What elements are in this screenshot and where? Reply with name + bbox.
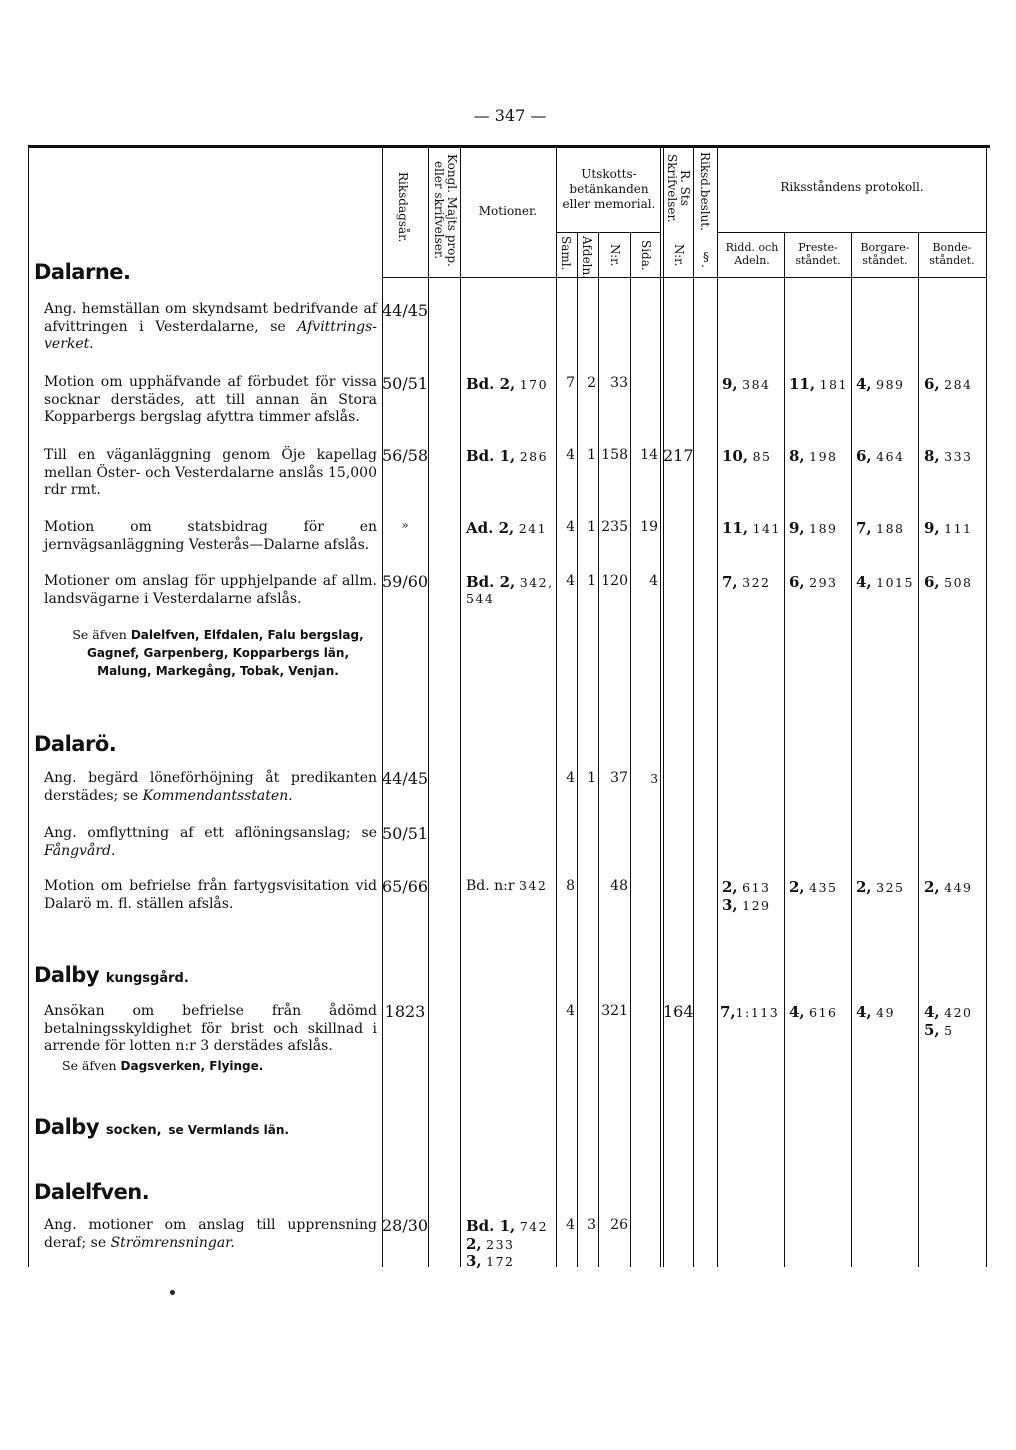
ridd-ref — [722, 447, 771, 465]
nr-value: 37 — [610, 770, 628, 786]
entry-reference: Kommendantsstaten. — [142, 787, 293, 804]
col-line — [660, 147, 661, 1267]
entry-description: Motion om upphäfvande af förbudet för vissa socknar derstädes, att till annan än Stora Kopparbergs bergslag afyttra timmer afslås. — [44, 374, 377, 425]
entry-text: Ang. omflyttning af ett aflöningsanslag; se — [44, 825, 377, 841]
afdeln-value: 1 — [587, 519, 596, 535]
bonde-page: 284 — [944, 377, 973, 392]
motion-vol: Bd. 2, — [466, 375, 516, 393]
section-title-text: Dalby — [34, 963, 100, 987]
preste-page: 181 — [819, 377, 848, 392]
borgare-ref — [856, 573, 914, 591]
preste-page: 616 — [809, 1005, 838, 1020]
sida-value: 14 — [640, 447, 658, 463]
borgare-ref — [856, 519, 904, 537]
col-line — [986, 147, 987, 1267]
nr-value: 26 — [610, 1217, 628, 1233]
col-line — [918, 232, 919, 1267]
header-motioner: Motioner. — [478, 204, 538, 218]
subheader-rule — [717, 232, 986, 233]
preste-vol: 11, — [789, 375, 816, 393]
ridd-vol: 10, — [722, 447, 749, 465]
borgare-page: 49 — [876, 1005, 896, 1020]
motion-page: 742 — [519, 1219, 549, 1234]
borgare-page: 464 — [876, 449, 905, 464]
entry-description: Motion om statsbidrag för en jernvägsanläggning Vesterås—Dalarne afslås. — [44, 519, 377, 553]
header-nr2: N:r. — [672, 244, 686, 267]
preste-ref — [789, 1003, 837, 1021]
motion-vol: Bd. 1, — [466, 447, 516, 465]
subheader-rule — [556, 232, 660, 233]
section-title — [34, 963, 189, 987]
motion-vol: Ad. 2, — [466, 519, 515, 537]
header-borgare: Borgare-ståndet. — [860, 241, 910, 267]
header-rsts — [665, 152, 691, 224]
nr-value: 235 — [601, 519, 628, 535]
sida-value: 3 — [650, 772, 658, 786]
header-sida: Sida. — [639, 240, 653, 271]
ridd-ref — [722, 573, 770, 591]
saml-value: 8 — [566, 878, 575, 894]
ridd-ref — [722, 878, 770, 896]
preste-vol: 9, — [789, 519, 805, 537]
motion-vol: Bd. n:r — [466, 878, 515, 894]
section-title-text: Dalby — [34, 1115, 100, 1139]
motion-ref — [466, 573, 554, 591]
borgare-page: 989 — [876, 377, 905, 392]
col-line — [663, 147, 664, 1267]
motion-ref — [466, 519, 547, 537]
bonde-vol: 6, — [924, 375, 940, 393]
entry-description — [44, 825, 377, 860]
header-preste: Preste-ståndet. — [795, 241, 841, 267]
bonde-vol: 2, — [924, 878, 940, 896]
afdeln-value: 3 — [587, 1217, 596, 1233]
see-also-list: Dagsverken, Flyinge. — [120, 1059, 264, 1073]
afdeln-value: 1 — [587, 447, 596, 463]
entry-description: Motioner om anslag för upphjelpande af allm. landsvägarne i Vesterdalarne afslås. — [44, 573, 377, 607]
motion-page: 170 — [519, 377, 549, 392]
entry-year: 1823 — [384, 1002, 426, 1021]
afdeln-value: 2 — [587, 375, 596, 391]
sida-value: 4 — [649, 573, 658, 589]
section-title-note: se Vermlands län. — [168, 1123, 289, 1137]
header-kongl-text: Kongl. Majts prop. eller skrifvelser. — [432, 153, 459, 267]
ridd-page: 1:113 — [735, 1005, 780, 1020]
bonde-page: 449 — [944, 880, 973, 895]
nr-value: 120 — [601, 573, 628, 589]
bonde-vol: 5, — [924, 1021, 940, 1039]
motion-ref — [466, 1217, 548, 1235]
see-also — [62, 1057, 322, 1075]
entry-year: 50/51 — [382, 374, 429, 393]
col-line — [460, 147, 461, 1267]
preste-vol: 4, — [789, 1003, 805, 1021]
motion-ref-cont — [466, 591, 494, 607]
entry-year: 59/60 — [382, 572, 429, 591]
header-kongl — [430, 150, 458, 270]
bonde-vol: 6, — [924, 573, 940, 591]
borgare-page: 188 — [876, 521, 905, 536]
header-utskotts: Utskotts-betänkanden eller memorial. — [562, 167, 656, 211]
preste-ref — [789, 573, 837, 591]
entry-text: Ang. begärd löneförhöjning åt predikanten derstädes; se — [44, 770, 377, 804]
section-title-suffix: socken, — [105, 1123, 162, 1138]
see-also-list: Dalelfven, Elfdalen, Falu bergslag, Gagnef, Garpenberg, Kopparbergs län, Malung, Markegång, Tobak, Venjan. — [86, 628, 364, 678]
motion-vol: Bd. 2, — [466, 573, 516, 591]
entry-reference: Strömrensningar. — [110, 1234, 235, 1251]
entry-text: Ang. motioner om anslag till upprensning deraf; se — [44, 1217, 377, 1251]
col-line — [630, 232, 631, 1267]
ridd-ref — [722, 519, 781, 537]
header-nr: N:r. — [608, 244, 622, 267]
col-line — [784, 232, 785, 1267]
motion-ref — [466, 375, 548, 393]
preste-page: 293 — [809, 575, 838, 590]
afdeln-value: 1 — [587, 770, 596, 786]
borgare-vol: 4, — [856, 375, 872, 393]
top-rule — [28, 145, 990, 148]
saml-value: 4 — [566, 1003, 575, 1019]
ridd-page: 141 — [752, 521, 781, 536]
motion-page: 241 — [518, 521, 548, 536]
section-title-text: Dalelfven. — [34, 1180, 150, 1204]
bonde-ref — [924, 1003, 972, 1021]
borgare-vol: 4, — [856, 1003, 872, 1021]
borgare-vol: 7, — [856, 519, 872, 537]
bonde-ref-cont — [924, 1021, 954, 1039]
bonde-ref — [924, 375, 972, 393]
section-title — [34, 260, 131, 284]
header-saml: Saml. — [559, 236, 573, 271]
ridd-ref — [720, 1003, 779, 1021]
bonde-vol: 8, — [924, 447, 940, 465]
col-line — [428, 147, 429, 1267]
col-line — [28, 147, 29, 1267]
section-title — [34, 1180, 149, 1204]
bonde-page: 420 — [944, 1005, 973, 1020]
borgare-ref — [856, 375, 904, 393]
rsts-nr-value: 217 — [663, 446, 694, 465]
entry-year: 65/66 — [382, 877, 429, 896]
borgare-ref — [856, 1003, 895, 1021]
ridd-vol: 9, — [722, 375, 738, 393]
bonde-page: 5 — [944, 1023, 954, 1038]
nr-value: 158 — [601, 447, 628, 463]
motion-vol: Bd. 1, — [466, 1217, 516, 1235]
bonde-page: 508 — [944, 575, 973, 590]
borgare-page: 1015 — [876, 575, 914, 590]
entry-year: 44/45 — [382, 301, 429, 320]
header-riksdagsar: Riksdagsår. — [396, 172, 410, 243]
motion-ref-cont — [466, 1235, 514, 1253]
page-number: — 347 — — [473, 106, 547, 125]
header-rsts-text: R. Sts Skrifvelser. — [665, 153, 692, 223]
borgare-ref — [856, 878, 904, 896]
preste-page: 435 — [809, 880, 838, 895]
afdeln-value: 1 — [587, 573, 596, 589]
motion-vol: 2, — [466, 1235, 482, 1253]
section-title — [34, 732, 116, 756]
see-also-prefix: Se äfven — [72, 627, 127, 642]
bonde-ref — [924, 447, 972, 465]
entry-description: Motion om befrielse från fartygsvisitation vid Dalarö m. fl. ställen afslås. — [44, 878, 377, 912]
ridd-ref — [722, 375, 770, 393]
motion-page: 233 — [486, 1237, 515, 1252]
see-also-prefix: Se äfven — [62, 1058, 117, 1073]
ridd-page: 85 — [752, 449, 772, 464]
preste-ref — [789, 878, 837, 896]
borgare-vol: 2, — [856, 878, 872, 896]
motion-ref — [466, 878, 547, 894]
header-protokoll: Riksståndens protokoll. — [780, 180, 924, 194]
entry-year: 28/30 — [382, 1216, 429, 1235]
motion-ref — [466, 447, 548, 465]
borgare-page: 325 — [876, 880, 905, 895]
rsts-nr-value: 164 — [663, 1002, 694, 1021]
ridd-vol: 3, — [722, 896, 738, 914]
header-bonde: Bonde-ståndet. — [929, 241, 975, 267]
see-also — [62, 626, 374, 680]
ridd-vol: 7, — [722, 573, 738, 591]
col-line — [693, 147, 694, 1267]
section-title — [34, 1115, 289, 1139]
entry-year: 44/45 — [382, 769, 429, 788]
bonde-ref — [924, 519, 972, 537]
motion-vol: 3, — [466, 1252, 482, 1270]
ridd-ref-cont — [722, 896, 770, 914]
entry-description — [44, 770, 377, 805]
entry-description — [44, 1217, 377, 1252]
motion-page: 286 — [519, 449, 549, 464]
bonde-vol: 4, — [924, 1003, 940, 1021]
motion-ref-cont — [466, 1252, 514, 1270]
motion-page: 342, — [519, 575, 554, 590]
preste-ref — [789, 447, 837, 465]
sida-value: 19 — [640, 519, 658, 535]
saml-value: 4 — [566, 519, 575, 535]
saml-value: 4 — [566, 770, 575, 786]
motion-page: 544 — [466, 591, 495, 606]
ridd-page: 322 — [742, 575, 771, 590]
nr-value: 33 — [610, 375, 628, 391]
preste-vol: 6, — [789, 573, 805, 591]
entry-year: » — [401, 518, 409, 532]
header-bottom-rule — [382, 277, 986, 278]
ridd-page: 129 — [742, 898, 771, 913]
nr-value: 321 — [601, 1003, 628, 1019]
entry-description: Ansökan om befrielse från ådömd betalningsskyldighet för brist och skillnad i arrende för lotten n:r 3 derstädes afslås. — [44, 1003, 377, 1054]
header-riksdbeslut: Riksd.beslut. — [698, 152, 712, 231]
entry-reference: Afvittrings-verket. — [44, 318, 377, 352]
bonde-page: 333 — [944, 449, 973, 464]
borgare-ref — [856, 447, 904, 465]
motion-page: 342 — [519, 878, 548, 893]
saml-value: 7 — [566, 375, 575, 391]
entry-text: Ang. hemställan om skyndsamt bedrifvande af afvittringen i Vesterdalarne, se — [44, 301, 377, 335]
ridd-page: 613 — [742, 880, 771, 895]
entry-description — [44, 301, 377, 354]
ridd-vol: 2, — [722, 878, 738, 896]
saml-value: 4 — [566, 447, 575, 463]
col-line — [556, 147, 557, 1267]
borgare-vol: 6, — [856, 447, 872, 465]
entry-reference: Fångvård. — [44, 842, 116, 859]
ridd-vol: 7, — [720, 1003, 736, 1021]
entry-description: Till en väganläggning genom Öje kapellag mellan Öster- och Vesterdalarne anslås 15,000 rdr rmt. — [44, 447, 377, 498]
ridd-vol: 11, — [722, 519, 749, 537]
preste-vol: 8, — [789, 447, 805, 465]
bonde-ref — [924, 878, 972, 896]
preste-page: 189 — [809, 521, 838, 536]
ridd-page: 384 — [742, 377, 771, 392]
entry-year: 50/51 — [382, 824, 429, 843]
saml-value: 4 — [566, 1217, 575, 1233]
col-line — [717, 147, 718, 1267]
ink-dot — [170, 1290, 175, 1295]
preste-ref — [789, 519, 837, 537]
bonde-ref — [924, 573, 972, 591]
section-title-text: Dalarne. — [34, 260, 131, 284]
nr-value: 48 — [610, 878, 628, 894]
borgare-vol: 4, — [856, 573, 872, 591]
motion-page: 172 — [486, 1254, 515, 1269]
header-paragraph: §. — [699, 250, 713, 268]
header-afdeln: Afdeln. — [580, 236, 594, 280]
header-ridd: Ridd. och Adeln. — [725, 241, 779, 267]
preste-ref — [789, 375, 848, 393]
section-title-suffix: kungsgård. — [105, 971, 189, 986]
col-line — [851, 232, 852, 1267]
entry-year: 56/58 — [382, 446, 429, 465]
bonde-vol: 9, — [924, 519, 940, 537]
saml-value: 4 — [566, 573, 575, 589]
section-title-text: Dalarö. — [34, 732, 117, 756]
preste-page: 198 — [809, 449, 838, 464]
bonde-page: 111 — [944, 521, 973, 536]
preste-vol: 2, — [789, 878, 805, 896]
